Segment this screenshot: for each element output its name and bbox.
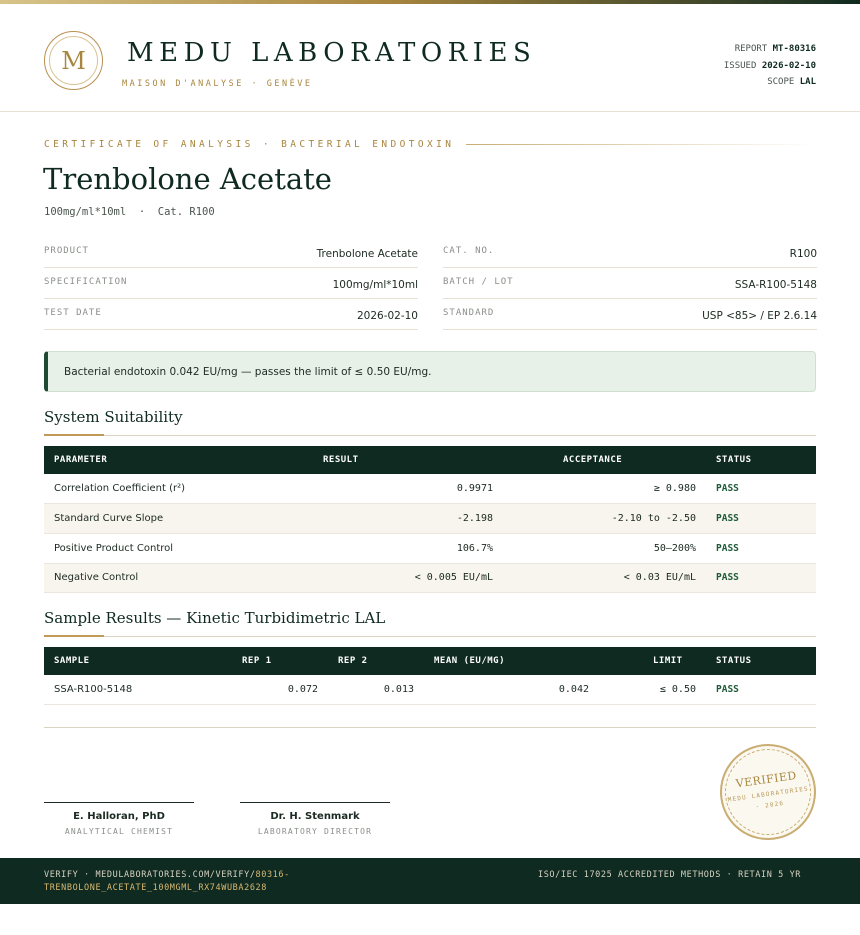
suitability-section-title: System Suitability bbox=[44, 408, 183, 426]
column-header: ACCEPTANCE bbox=[503, 446, 706, 474]
info-row bbox=[44, 237, 418, 268]
scope-value: LAL bbox=[799, 77, 816, 87]
info-key: BATCH / LOT bbox=[443, 277, 514, 287]
info-value: 100mg/ml*10ml bbox=[332, 279, 418, 291]
signature-block-director bbox=[240, 802, 390, 836]
brand-tagline: MAISON D'ANALYSE · GENÈVE bbox=[122, 79, 313, 89]
column-header: PARAMETER bbox=[44, 446, 313, 474]
scope-line bbox=[724, 74, 816, 91]
column-header: STATUS bbox=[706, 446, 816, 474]
info-grid-left bbox=[44, 237, 418, 330]
table-row bbox=[44, 675, 816, 705]
result-cell: 106.7% bbox=[313, 533, 503, 563]
parameter-cell: Standard Curve Slope bbox=[44, 504, 313, 534]
info-value: SSA-R100-5148 bbox=[734, 279, 817, 291]
status-badge: PASS bbox=[706, 563, 816, 593]
info-row bbox=[443, 299, 817, 330]
status-badge: PASS bbox=[706, 533, 816, 563]
info-grid-right bbox=[443, 237, 817, 330]
suitability-table bbox=[44, 446, 816, 593]
issued-date-line bbox=[724, 58, 816, 75]
limit-cell: ≤ 0.50 bbox=[599, 675, 706, 705]
column-header: STATUS bbox=[706, 647, 816, 675]
parameter-cell: Negative Control bbox=[44, 563, 313, 593]
brand-name: MEDU LABORATORIES bbox=[127, 38, 537, 68]
table-row bbox=[44, 504, 816, 534]
scope-label: SCOPE bbox=[767, 77, 795, 87]
certificate-kicker bbox=[44, 139, 816, 150]
info-key: TEST DATE bbox=[44, 308, 102, 318]
signatory-name: E. Halloran, PhD bbox=[73, 811, 165, 822]
signature-divider bbox=[44, 727, 816, 728]
verify-prefix: VERIFY · MEDULABORATORIES.COM/VERIFY/ bbox=[44, 870, 256, 880]
sample-results-table bbox=[44, 647, 816, 705]
info-value: Trenbolone Acetate bbox=[316, 248, 418, 260]
stamp-ring bbox=[719, 743, 816, 840]
parameter-cell: Correlation Coefficient (r²) bbox=[44, 474, 313, 504]
accreditation-note: ISO/IEC 17025 ACCREDITED METHODS · RETAIN 5 YR bbox=[538, 870, 802, 880]
table-row bbox=[44, 563, 816, 593]
info-value: 2026-02-10 bbox=[356, 310, 418, 322]
issued-label: ISSUED bbox=[723, 60, 757, 71]
status-badge: PASS bbox=[706, 675, 816, 705]
signatory-name: Dr. H. Stenmark bbox=[270, 811, 360, 822]
verify-code: 80316-TRENBOLONE_ACETATE_100MGML_RX74WUBA2628 bbox=[44, 870, 290, 893]
info-key: PRODUCT bbox=[44, 246, 89, 256]
column-header: REP 1 bbox=[232, 647, 328, 675]
acceptance-cell: 50–200% bbox=[503, 533, 706, 563]
report-label: REPORT bbox=[734, 44, 768, 54]
section-divider bbox=[44, 636, 816, 637]
table-row bbox=[44, 474, 816, 504]
rep2-cell: 0.013 bbox=[328, 675, 424, 705]
info-row bbox=[443, 268, 817, 299]
result-cell: 0.9971 bbox=[313, 474, 503, 504]
signature-block-analyst bbox=[44, 802, 194, 836]
signatory-role: LABORATORY DIRECTOR bbox=[257, 827, 373, 836]
column-header: RESULT bbox=[313, 446, 503, 474]
acceptance-cell: ≥ 0.980 bbox=[503, 474, 706, 504]
section-accent bbox=[44, 434, 104, 436]
product-title: Trenbolone Acetate bbox=[43, 162, 332, 196]
certificate-footer bbox=[0, 858, 860, 904]
certificate-header bbox=[0, 4, 860, 112]
result-cell: < 0.005 EU/mL bbox=[313, 563, 503, 593]
table-header-row bbox=[44, 647, 816, 675]
rep1-cell: 0.072 bbox=[232, 675, 328, 705]
status-badge: PASS bbox=[706, 474, 816, 504]
column-header: MEAN (EU/MG) bbox=[424, 647, 599, 675]
stamp-sub-text: MEDU LABORATORIES · 2026 bbox=[727, 785, 810, 811]
table-header-row bbox=[44, 446, 816, 474]
acceptance-cell: -2.10 to -2.50 bbox=[503, 504, 706, 534]
status-badge: PASS bbox=[706, 504, 816, 534]
report-value: MT-80316 bbox=[772, 44, 816, 54]
info-row bbox=[44, 268, 418, 299]
signatory-role: ANALYTICAL CHEMIST bbox=[64, 827, 174, 836]
report-number-line bbox=[724, 41, 816, 58]
result-summary-banner: Bacterial endotoxin 0.042 EU/mg — passes the limit of ≤ 0.50 EU/mg. bbox=[44, 351, 816, 392]
report-meta bbox=[724, 41, 816, 91]
section-divider bbox=[44, 435, 816, 436]
product-subtitle: 100mg/ml*10ml · Cat. R100 bbox=[44, 206, 215, 218]
mean-cell: 0.042 bbox=[424, 675, 599, 705]
verify-link[interactable] bbox=[44, 869, 344, 895]
sample-cell: SSA-R100-5148 bbox=[44, 675, 232, 705]
issued-value: 2026-02-10 bbox=[761, 60, 816, 71]
column-header: REP 2 bbox=[328, 647, 424, 675]
column-header: LIMIT bbox=[599, 647, 706, 675]
parameter-cell: Positive Product Control bbox=[44, 533, 313, 563]
samples-section-title: Sample Results — Kinetic Turbidimetric LAL bbox=[44, 609, 386, 627]
verified-stamp bbox=[714, 738, 822, 846]
acceptance-cell: < 0.03 EU/mL bbox=[503, 563, 706, 593]
info-row bbox=[44, 299, 418, 330]
info-key: STANDARD bbox=[443, 308, 495, 318]
brand-monogram: M bbox=[49, 36, 98, 85]
info-value: R100 bbox=[789, 248, 817, 260]
info-value: USP <85> / EP 2.6.14 bbox=[702, 310, 817, 322]
brand-seal-logo bbox=[44, 31, 103, 90]
kicker-divider bbox=[466, 144, 816, 145]
info-key: SPECIFICATION bbox=[44, 277, 128, 287]
table-row bbox=[44, 533, 816, 563]
column-header: SAMPLE bbox=[44, 647, 232, 675]
info-row bbox=[443, 237, 817, 268]
result-cell: -2.198 bbox=[313, 504, 503, 534]
stamp-main-text: VERIFIED bbox=[734, 768, 798, 791]
kicker-text: CERTIFICATE OF ANALYSIS · BACTERIAL ENDOTOXIN bbox=[44, 139, 455, 150]
section-accent bbox=[44, 635, 104, 637]
info-key: CAT. NO. bbox=[443, 246, 495, 256]
